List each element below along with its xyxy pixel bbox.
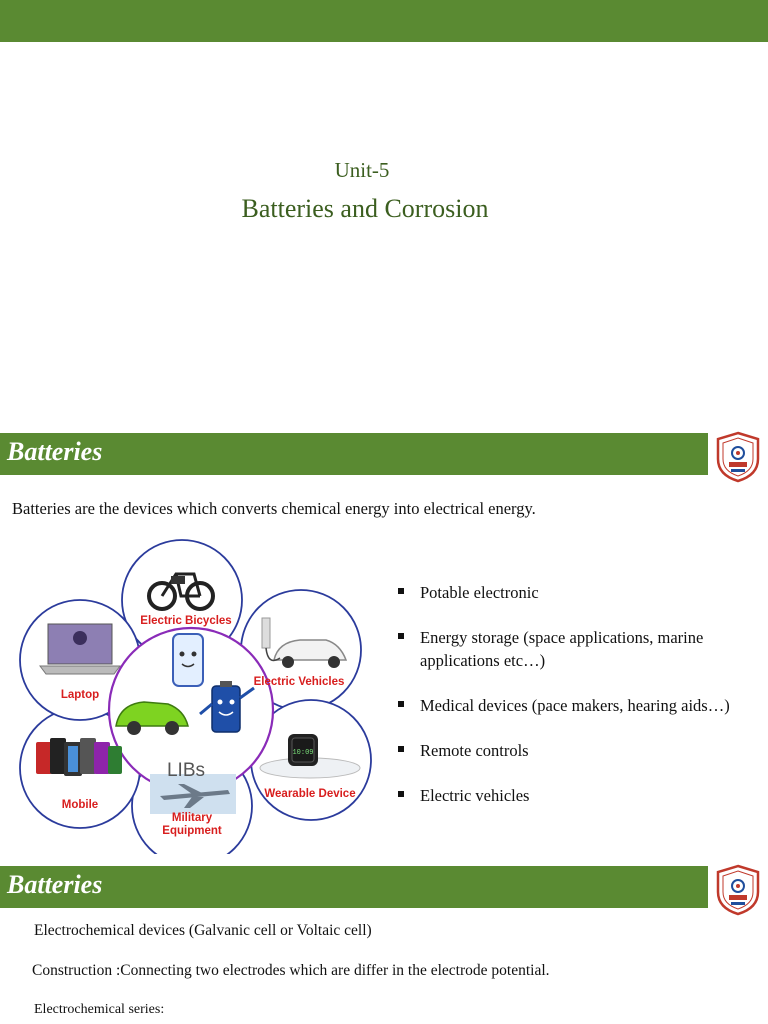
- college-emblem-icon: [714, 431, 762, 483]
- top-banner: [0, 0, 768, 42]
- list-item: Electric vehicles: [398, 784, 760, 807]
- phones-icon: [36, 738, 122, 776]
- body-text: Construction :Connecting two electrodes which are differ in the electrode potential.: [32, 962, 550, 979]
- list-item: Energy storage (space applications, marine applications etc…): [398, 626, 760, 672]
- list-item: Remote controls: [398, 739, 760, 762]
- smartphone-character-icon: [173, 634, 203, 686]
- intro-text: Batteries are the devices which converts chemical energy into electrical energy.: [12, 499, 536, 518]
- node-label-military-1: Military: [171, 812, 213, 824]
- lib-applications-diagram: [16, 538, 376, 854]
- applications-list: [398, 581, 760, 807]
- list-item: Potable electronic: [398, 581, 760, 604]
- node-label-mobile: Mobile: [61, 799, 99, 811]
- title-slide: [0, 0, 768, 430]
- node-label-laptop: Laptop: [60, 689, 100, 701]
- svg-text:10:09: 10:09: [292, 749, 314, 757]
- section-header-bar: [0, 433, 708, 475]
- slide-title: Batteries and Corrosion: [241, 194, 489, 223]
- list-item: Medical devices (pace makers, hearing aids…): [398, 694, 760, 717]
- node-label-vehicles: Electric Vehicles: [253, 676, 345, 688]
- college-emblem-icon: [714, 864, 762, 916]
- unit-heading: Unit-5: [334, 158, 390, 182]
- node-label-military-2: Equipment: [162, 825, 222, 837]
- center-label: LIBs: [166, 760, 206, 781]
- node-label-bicycles: Electric Bicycles: [140, 615, 232, 627]
- section-header-bar: [0, 866, 708, 908]
- body-text: Electrochemical series:: [34, 1002, 165, 1017]
- body-text: Electrochemical devices (Galvanic cell or Voltaic cell): [34, 922, 372, 939]
- laptop-icon: [40, 624, 120, 674]
- node-label-wearable: Wearable Device: [264, 788, 356, 800]
- section-title: Batteries: [7, 870, 103, 899]
- section-title: Batteries: [7, 437, 103, 466]
